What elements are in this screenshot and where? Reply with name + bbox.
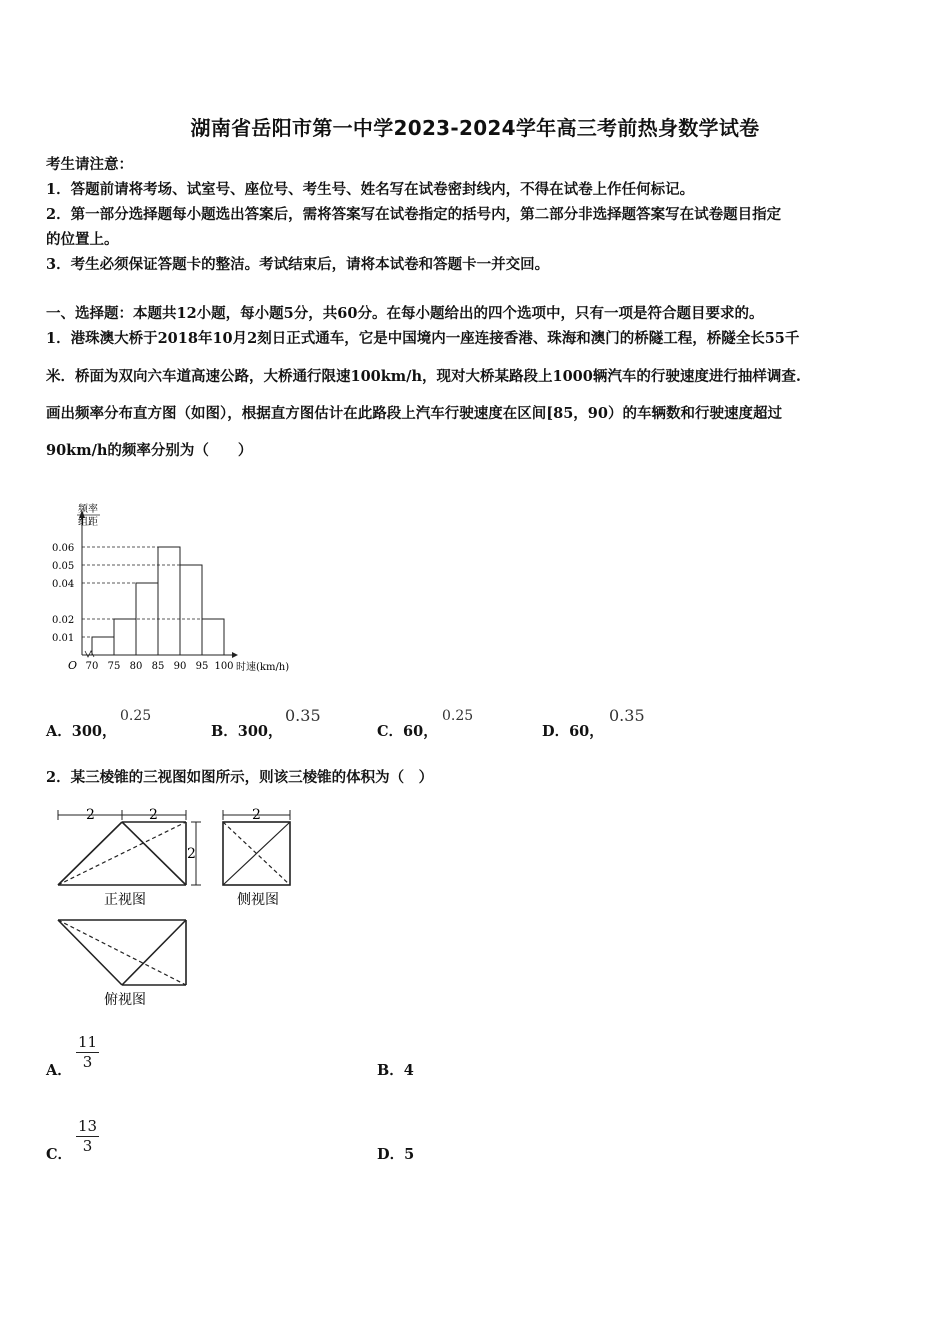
x-tick-label: 80 bbox=[129, 661, 143, 672]
front-view-label: 正视图 bbox=[104, 892, 146, 908]
section-heading: 一、选择题：本题共12小题，每小题5分，共60分。在每小题给出的四个选项中，只有一项是符合题目要求的。 bbox=[46, 305, 764, 322]
y-axis-label: 频率 bbox=[78, 504, 98, 515]
question-1-line: 90km/h的频率分别为（ ） bbox=[46, 442, 253, 459]
page-title: 湖南省岳阳市第一中学2023-2024学年高三考前热身数学试卷 bbox=[190, 116, 760, 140]
y-tick-label: 0.05 bbox=[52, 561, 75, 572]
option-c-value: 0.25 bbox=[442, 708, 474, 724]
side-view-label: 侧视图 bbox=[237, 892, 279, 908]
x-tick-label: 95 bbox=[195, 661, 209, 672]
fraction-numerator: 13 bbox=[78, 1117, 98, 1135]
dim-label: 2 bbox=[86, 807, 95, 823]
y-tick-label: 0.01 bbox=[52, 633, 75, 644]
option-b-label: B．4 bbox=[377, 1062, 414, 1079]
histogram-bar bbox=[114, 619, 136, 655]
top-view-label: 俯视图 bbox=[104, 992, 146, 1008]
x-axis-arrow bbox=[232, 652, 238, 658]
option-a-label: A．300， bbox=[46, 723, 117, 740]
option-d-value: 0.35 bbox=[609, 706, 645, 725]
fraction-denominator: 3 bbox=[82, 1137, 93, 1155]
question-1-line: 画出频率分布直方图（如图），根据直方图估计在此路段上汽车行驶速度在区间[85，90）的车辆数和行驶速度超过 bbox=[46, 405, 782, 422]
top-view bbox=[58, 920, 186, 985]
option-a-label: A． bbox=[46, 1062, 72, 1079]
option-c-fraction bbox=[76, 1117, 99, 1156]
y-axis-label: 组距 bbox=[78, 517, 98, 528]
x-tick-label: 90 bbox=[173, 661, 187, 672]
question-1-line: 1．港珠澳大桥于2018年10月2刻日正式通车，它是中国境内一座连接香港、珠海和澳门的桥隧工程，桥隧全长55千 bbox=[46, 330, 800, 347]
option-c-label: C． bbox=[46, 1146, 73, 1163]
option-a-value: 0.25 bbox=[120, 708, 152, 724]
axis-break-mark bbox=[85, 651, 94, 657]
y-tick-label: 0.04 bbox=[52, 579, 75, 590]
option-b-value: 0.35 bbox=[285, 706, 321, 725]
y-tick-label: 0.06 bbox=[52, 543, 75, 554]
notice-item: 3．考生必须保证答题卡的整洁。考试结束后，请将本试卷和答题卡一并交回。 bbox=[46, 256, 550, 273]
notice-item: 的位置上。 bbox=[46, 231, 119, 248]
x-tick-label: 70 bbox=[85, 661, 99, 672]
notice-item: 1．答题前请将考场、试室号、座位号、考生号、姓名写在试卷密封线内，不得在试卷上作任何标记。 bbox=[46, 181, 695, 198]
fraction-denominator: 3 bbox=[82, 1053, 93, 1071]
frequency-histogram bbox=[46, 500, 316, 675]
notice-item: 2．第一部分选择题每小题选出答案后，需将答案写在试卷指定的括号内，第二部分非选择题答案写在试卷题目指定 bbox=[46, 206, 782, 223]
fraction-numerator: 11 bbox=[78, 1033, 98, 1051]
question-2-text: 2．某三棱锥的三视图如图所示，则该三棱锥的体积为（ ） bbox=[46, 769, 434, 786]
x-tick-label: 100 bbox=[214, 661, 234, 672]
x-tick-label: 85 bbox=[151, 661, 165, 672]
y-tick-label: 0.02 bbox=[52, 615, 75, 626]
histogram-bar bbox=[180, 565, 202, 655]
x-axis-label: 时速(km/h) bbox=[236, 662, 290, 673]
option-d-label: D．5 bbox=[377, 1146, 415, 1163]
question-1-line: 米．桥面为双向六车道高速公路，大桥通行限速100km/h，现对大桥某路段上1000辆汽车的行驶速度进行抽样调查. bbox=[46, 368, 801, 385]
option-d-label: D．60， bbox=[542, 723, 604, 740]
notice-heading: 考生请注意： bbox=[46, 156, 133, 173]
origin-label: O bbox=[68, 659, 78, 672]
dim-label: 2 bbox=[187, 846, 196, 862]
option-a-fraction bbox=[76, 1033, 99, 1072]
dim-label: 2 bbox=[252, 807, 261, 823]
three-view-diagram bbox=[46, 800, 306, 1010]
option-b-label: B．300， bbox=[211, 723, 283, 740]
front-view bbox=[58, 810, 201, 885]
histogram-bar bbox=[202, 619, 224, 655]
option-c-label: C．60， bbox=[377, 723, 438, 740]
dim-label: 2 bbox=[149, 807, 158, 823]
x-tick-label: 75 bbox=[107, 661, 121, 672]
histogram-bar bbox=[92, 637, 114, 655]
histogram-bar bbox=[158, 547, 180, 655]
